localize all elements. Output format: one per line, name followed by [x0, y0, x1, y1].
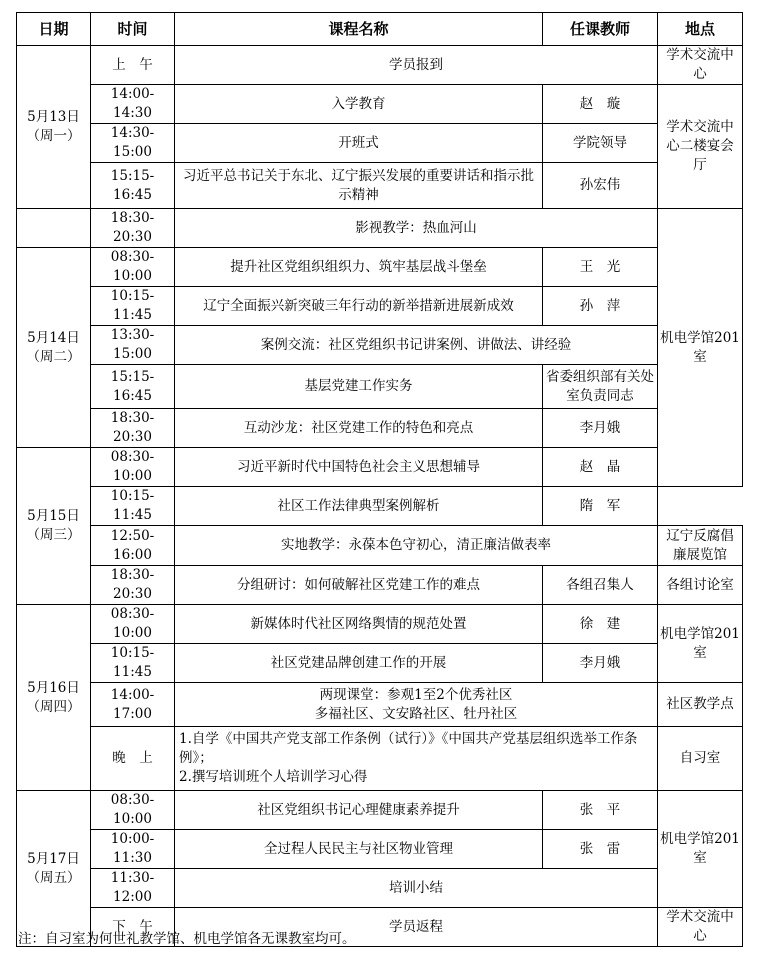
- location-cell: 各组讨论室: [658, 566, 743, 605]
- course-line: 1.自学《中国共产党支部工作条例（试行）》《中国共产党基层组织选举工作条例》；: [179, 731, 638, 766]
- day-date: 5月15日: [27, 508, 80, 524]
- teacher-cell: 隋 军: [543, 487, 658, 526]
- location-cell: 自习室: [658, 727, 743, 791]
- location-cell: 学术交流中心: [658, 908, 743, 947]
- day-cell: [17, 248, 91, 448]
- course-cell: 入学教育: [175, 85, 543, 124]
- teacher-cell: 赵 璇: [543, 85, 658, 124]
- day-cell-empty: [17, 209, 91, 248]
- table-row: [17, 605, 743, 644]
- course-line: 多福社区、文安路社区、牡丹社区: [314, 705, 518, 722]
- location-cell: 机电学馆201室: [658, 209, 743, 487]
- course-cell: 培训小结: [175, 869, 658, 908]
- table-row: [17, 248, 743, 287]
- teacher-cell: 王 光: [543, 248, 658, 287]
- time-cell: 18:30-20:30: [91, 209, 175, 248]
- course-cell: 习近平总书记关于东北、辽宁振兴发展的重要讲话和指示批示精神: [175, 163, 543, 209]
- table-row: [17, 869, 743, 908]
- teacher-cell: 孙 萍: [543, 287, 658, 326]
- course-cell: 提升社区党组织组织力、筑牢基层战斗堡垒: [175, 248, 543, 287]
- course-line: 两现课堂：参观1至2个优秀社区: [319, 686, 513, 703]
- teacher-cell: 张 雷: [543, 830, 658, 869]
- time-cell: 晚 上: [91, 727, 175, 791]
- table-row: [17, 526, 743, 566]
- table-row: [17, 727, 743, 791]
- location-cell: 社区教学点: [658, 683, 743, 727]
- header-location: 地点: [658, 13, 743, 46]
- time-cell: 10:00-11:30: [91, 830, 175, 869]
- header-row: [17, 13, 743, 46]
- day-date: 5月14日: [27, 329, 80, 346]
- table-row: [17, 448, 743, 487]
- teacher-cell: 省委组织部有关处室负责同志: [543, 365, 658, 409]
- course-line: 2.撰写培训班个人培训学习心得: [179, 769, 368, 785]
- time-cell: 08:30-10:00: [91, 248, 175, 287]
- location-cell: 学术交流中心: [658, 46, 743, 85]
- schedule-table: [16, 12, 743, 947]
- course-cell: 基层党建工作实务: [175, 365, 543, 409]
- footnote: 注：自习室为何世礼教学馆、机电学馆各无课教室均可。: [18, 931, 356, 947]
- course-cell: 习近平新时代中国特色社会主义思想辅导: [175, 448, 543, 487]
- course-cell: 开班式: [175, 124, 543, 163]
- course-cell: 社区工作法律典型案例解析: [175, 487, 543, 526]
- time-cell: 13:30-15:00: [91, 326, 175, 365]
- time-cell: 下 午: [91, 908, 175, 947]
- time-cell: 08:30-10:00: [91, 448, 175, 487]
- location-cell: 机电学馆201室: [658, 791, 743, 908]
- header-date: 日期: [17, 13, 91, 46]
- day-weekday: （周五）: [26, 869, 81, 886]
- table-row: [17, 409, 743, 448]
- day-cell: [17, 605, 91, 791]
- day-weekday: （周三）: [26, 527, 81, 543]
- teacher-cell: 赵 晶: [543, 448, 658, 487]
- table-row: [17, 287, 743, 326]
- time-cell: 12:50-16:00: [91, 526, 175, 566]
- table-row: [17, 830, 743, 869]
- course-cell: 影视教学：热血河山: [175, 209, 658, 248]
- teacher-cell: 李月娥: [543, 409, 658, 448]
- day-cell: [17, 46, 91, 209]
- course-cell: 分组研讨：如何破解社区党建工作的难点: [175, 566, 543, 605]
- location-cell: 机电学馆201室: [658, 605, 743, 683]
- course-cell: 社区党组织书记心理健康素养提升: [175, 791, 543, 830]
- table-row: [17, 124, 743, 163]
- header-time: 时间: [91, 13, 175, 46]
- table-row: [17, 644, 743, 683]
- time-cell: 14:30-15:00: [91, 124, 175, 163]
- day-date: 5月13日: [27, 109, 80, 125]
- course-cell: 社区党建品牌创建工作的开展: [175, 644, 543, 683]
- time-cell: 14:00-17:00: [91, 683, 175, 727]
- table-row: [17, 209, 743, 248]
- table-row: [17, 163, 743, 209]
- table-row: [17, 487, 743, 526]
- day-cell: [17, 448, 91, 605]
- course-cell: 辽宁全面振兴新突破三年行动的新举措新进展新成效: [175, 287, 543, 326]
- teacher-cell: 李月娥: [543, 644, 658, 683]
- day-date: 5月16日: [27, 679, 80, 696]
- course-cell: 新媒体时代社区网络舆情的规范处置: [175, 605, 543, 644]
- day-cell: [17, 791, 91, 947]
- course-cell: [175, 727, 658, 791]
- teacher-cell: 张 平: [543, 791, 658, 830]
- location-cell: 学术交流中心二楼宴会厅: [658, 85, 743, 209]
- course-cell: [175, 683, 658, 727]
- location-cell: 辽宁反腐倡廉展览馆: [658, 526, 743, 566]
- course-cell: 实地教学：永葆本色守初心，清正廉洁做表率: [175, 526, 658, 566]
- day-date: 5月17日: [27, 850, 80, 867]
- table-row: [17, 566, 743, 605]
- table-row: [17, 46, 743, 85]
- course-cell: 互动沙龙：社区党建工作的特色和亮点: [175, 409, 543, 448]
- time-cell: 08:30-10:00: [91, 791, 175, 830]
- table-row: [17, 365, 743, 409]
- day-weekday: （周二）: [26, 348, 81, 365]
- time-cell: 14:00-14:30: [91, 85, 175, 124]
- time-cell: 上 午: [91, 46, 175, 85]
- time-cell: 18:30-20:30: [91, 409, 175, 448]
- time-cell: 15:15-16:45: [91, 163, 175, 209]
- header-course: 课程名称: [175, 13, 543, 46]
- table-row: [17, 326, 743, 365]
- teacher-cell: 各组召集人: [543, 566, 658, 605]
- time-cell: 18:30-20:30: [91, 566, 175, 605]
- time-cell: 08:30-10:00: [91, 605, 175, 644]
- header-teacher: 任课教师: [543, 13, 658, 46]
- time-cell: 10:15-11:45: [91, 644, 175, 683]
- course-cell: 学员返程: [175, 908, 658, 947]
- table-row: [17, 85, 743, 124]
- course-cell: 学员报到: [175, 46, 658, 85]
- time-cell: 10:15-11:45: [91, 487, 175, 526]
- course-cell: 案例交流：社区党组织书记讲案例、讲做法、讲经验: [175, 326, 658, 365]
- teacher-cell: 孙宏伟: [543, 163, 658, 209]
- time-cell: 11:30-12:00: [91, 869, 175, 908]
- course-cell: 全过程人民民主与社区物业管理: [175, 830, 543, 869]
- time-cell: 10:15-11:45: [91, 287, 175, 326]
- teacher-cell: 学院领导: [543, 124, 658, 163]
- table-row: [17, 683, 743, 727]
- table-row: [17, 791, 743, 830]
- teacher-cell: 徐 建: [543, 605, 658, 644]
- day-weekday: （周一）: [26, 128, 81, 144]
- time-cell: 15:15-16:45: [91, 365, 175, 409]
- day-weekday: （周四）: [26, 698, 81, 715]
